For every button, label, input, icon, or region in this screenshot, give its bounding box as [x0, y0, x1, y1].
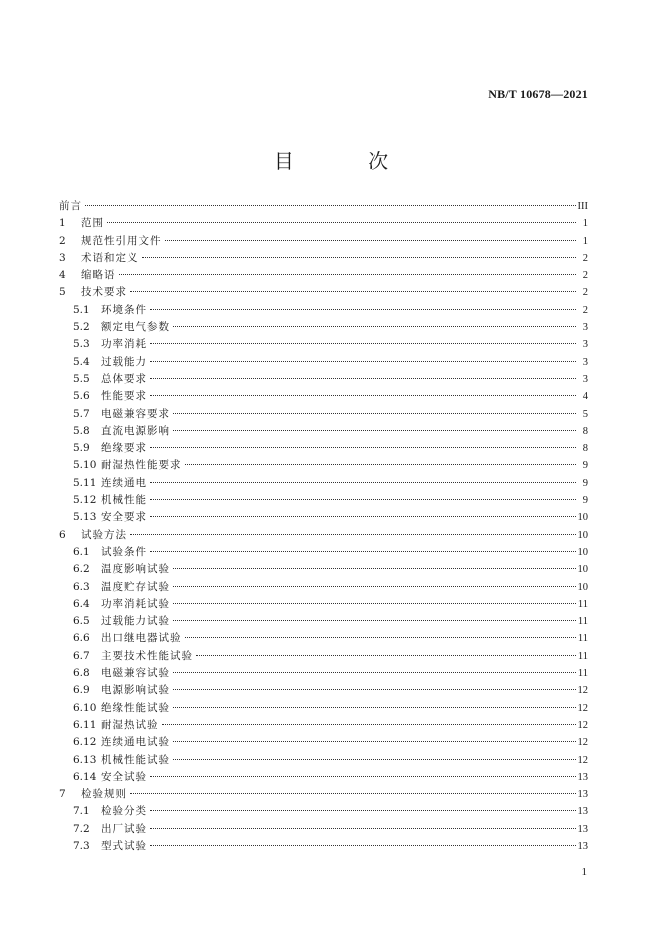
- toc-entry[interactable]: [59, 769, 588, 786]
- toc-entry-page: 9: [582, 495, 588, 507]
- dot-leader: [173, 602, 576, 604]
- toc-entry-page: 3: [582, 356, 588, 368]
- toc-entry-page: III: [577, 201, 588, 212]
- dot-leader: [150, 550, 576, 552]
- toc-entry-page: 1: [582, 218, 588, 230]
- dot-leader: [119, 273, 577, 275]
- toc-entry-page: 12: [577, 702, 588, 714]
- toc-entry[interactable]: [59, 267, 588, 284]
- toc-entry[interactable]: [59, 233, 588, 250]
- toc-entry[interactable]: [59, 682, 588, 699]
- toc-entry-label: 电磁兼容要求: [101, 407, 170, 420]
- toc-entry[interactable]: [59, 752, 588, 769]
- toc-entry-number: 6.13: [73, 753, 97, 766]
- dot-leader: [173, 619, 576, 621]
- toc-entry[interactable]: [59, 717, 588, 734]
- toc-entry-page: 13: [577, 789, 588, 801]
- toc-entry-label: 绝缘要求: [101, 442, 147, 455]
- toc-entry-label: 安全试验: [101, 770, 147, 783]
- dot-leader: [150, 360, 576, 362]
- toc-entry-page: 10: [577, 529, 588, 541]
- toc-entry[interactable]: [59, 630, 588, 647]
- toc-entry[interactable]: [59, 198, 588, 215]
- toc-entry[interactable]: [59, 492, 588, 509]
- dot-leader: [173, 567, 576, 569]
- toc-entry-page: 2: [582, 304, 588, 316]
- toc-entry[interactable]: [59, 544, 588, 561]
- toc-entry[interactable]: [59, 734, 588, 751]
- toc-entry[interactable]: [59, 527, 588, 544]
- toc-entry[interactable]: [59, 786, 588, 803]
- toc-entry-label: 额定电气参数: [101, 321, 170, 334]
- toc-entry-label: 试验条件: [101, 545, 147, 558]
- toc-entry[interactable]: [59, 406, 588, 423]
- toc-entry-page: 3: [582, 322, 588, 334]
- dot-leader: [173, 429, 576, 431]
- toc-entry-number: 5.13: [73, 511, 97, 524]
- toc-entry-label: 型式试验: [101, 839, 147, 852]
- toc-entry[interactable]: [59, 371, 588, 388]
- toc-entry-number: 5: [59, 286, 66, 299]
- toc-entry-label: 过载能力试验: [101, 615, 170, 628]
- dot-leader: [150, 308, 576, 310]
- toc-entry[interactable]: [59, 803, 588, 820]
- toc-entry[interactable]: [59, 561, 588, 578]
- table-of-contents: [59, 198, 588, 855]
- toc-entry-label: 直流电源影响: [101, 424, 170, 437]
- toc-entry-number: 5.12: [73, 494, 97, 507]
- toc-entry-label: 检验分类: [101, 805, 147, 818]
- toc-entry-page: 11: [577, 616, 588, 628]
- dot-leader: [173, 740, 576, 742]
- toc-entry-page: 12: [577, 719, 588, 731]
- dot-leader: [142, 256, 577, 258]
- toc-entry[interactable]: [59, 596, 588, 613]
- dot-leader: [85, 204, 576, 206]
- dot-leader: [173, 585, 576, 587]
- toc-entry-label: 耐湿热性能要求: [101, 459, 182, 472]
- toc-entry-number: 5.8: [73, 424, 90, 437]
- toc-entry-label: 主要技术性能试验: [101, 649, 193, 662]
- dot-leader: [150, 515, 576, 517]
- dot-leader: [150, 844, 576, 846]
- toc-entry-label: 温度影响试验: [101, 563, 170, 576]
- toc-entry-label: 安全要求: [101, 511, 147, 524]
- toc-entry-page: 8: [582, 425, 588, 437]
- toc-entry-number: 5.4: [73, 355, 90, 368]
- toc-entry-label: 过载能力: [101, 355, 147, 368]
- toc-entry-page: 13: [577, 806, 588, 818]
- toc-entry-number: 1: [59, 217, 66, 230]
- toc-entry-page: 12: [577, 737, 588, 749]
- page-number: 1: [581, 866, 587, 878]
- toc-entry-page: 4: [582, 391, 588, 403]
- toc-entry-label: 环境条件: [101, 303, 147, 316]
- toc-entry-page: 11: [577, 650, 588, 662]
- toc-entry[interactable]: [59, 440, 588, 457]
- page-title: 目 次: [273, 149, 423, 173]
- toc-entry-page: 3: [582, 373, 588, 385]
- toc-entry-page: 12: [577, 754, 588, 766]
- dot-leader: [150, 377, 576, 379]
- toc-entry[interactable]: [59, 423, 588, 440]
- toc-entry-number: 6.1: [73, 545, 90, 558]
- dot-leader: [173, 325, 576, 327]
- toc-entry-number: 2: [59, 234, 66, 247]
- toc-entry[interactable]: [59, 284, 588, 301]
- toc-entry[interactable]: [59, 302, 588, 319]
- dot-leader: [185, 636, 576, 638]
- toc-entry-label: 机械性能: [101, 494, 147, 507]
- toc-entry-label: 前言: [59, 200, 82, 212]
- toc-entry[interactable]: [59, 354, 588, 371]
- toc-entry[interactable]: [59, 388, 588, 405]
- toc-entry-number: 7: [59, 788, 66, 801]
- dot-leader: [162, 723, 576, 725]
- toc-entry-number: 5.5: [73, 372, 90, 385]
- toc-entry[interactable]: [59, 509, 588, 526]
- dot-leader: [173, 706, 576, 708]
- toc-entry-page: 13: [577, 823, 588, 835]
- toc-entry-number: 5.7: [73, 407, 90, 420]
- dot-leader: [130, 290, 576, 292]
- dot-leader: [196, 654, 576, 656]
- toc-entry-label: 术语和定义: [81, 251, 139, 264]
- toc-entry[interactable]: [59, 457, 588, 474]
- toc-entry-label: 温度贮存试验: [101, 580, 170, 593]
- toc-entry-number: 6: [59, 528, 66, 541]
- toc-entry-number: 5.1: [73, 303, 90, 316]
- toc-entry-page: 8: [582, 443, 588, 455]
- toc-entry-number: 6.5: [73, 615, 90, 628]
- toc-entry-page: 11: [577, 633, 588, 645]
- toc-entry-page: 11: [577, 668, 588, 680]
- toc-entry-number: 5.9: [73, 442, 90, 455]
- toc-entry-page: 10: [577, 512, 588, 524]
- toc-entry-page: 9: [582, 460, 588, 472]
- toc-entry-page: 2: [582, 252, 588, 264]
- toc-entry-page: 13: [577, 840, 588, 852]
- toc-entry-label: 电源影响试验: [101, 684, 170, 697]
- toc-entry-page: 9: [582, 477, 588, 489]
- toc-entry-page: 12: [577, 685, 588, 697]
- toc-entry-page: 3: [582, 339, 588, 351]
- toc-entry-number: 6.8: [73, 667, 90, 680]
- toc-entry[interactable]: [59, 250, 588, 267]
- toc-entry-number: 6.6: [73, 632, 90, 645]
- toc-entry-page: 5: [582, 408, 588, 420]
- toc-entry-label: 缩略语: [81, 269, 116, 282]
- toc-entry[interactable]: [59, 838, 588, 855]
- toc-entry-number: 5.11: [73, 476, 97, 489]
- toc-entry-label: 连续通电: [101, 476, 147, 489]
- toc-entry-number: 6.3: [73, 580, 90, 593]
- toc-entry-number: 6.10: [73, 701, 97, 714]
- toc-entry-page: 11: [577, 598, 588, 610]
- dot-leader: [150, 775, 576, 777]
- toc-entry-number: 6.2: [73, 563, 90, 576]
- dot-leader: [130, 533, 576, 535]
- toc-entry-number: 6.11: [73, 718, 97, 731]
- toc-entry-number: 7.3: [73, 839, 90, 852]
- toc-entry-label: 功率消耗试验: [101, 597, 170, 610]
- toc-entry-label: 机械性能试验: [101, 753, 170, 766]
- toc-entry-label: 出厂试验: [101, 822, 147, 835]
- toc-entry-number: 5.2: [73, 321, 90, 334]
- toc-entry-page: 10: [577, 581, 588, 593]
- toc-entry-page: 1: [582, 235, 588, 247]
- toc-entry[interactable]: [59, 648, 588, 665]
- dot-leader: [150, 827, 576, 829]
- dot-leader: [173, 758, 576, 760]
- toc-entry-label: 技术要求: [81, 286, 127, 299]
- toc-entry-label: 连续通电试验: [101, 736, 170, 749]
- toc-entry[interactable]: [59, 700, 588, 717]
- toc-entry-number: 7.2: [73, 822, 90, 835]
- toc-entry-label: 功率消耗: [101, 338, 147, 351]
- toc-entry-number: 7.1: [73, 805, 90, 818]
- toc-entry-number: 6.9: [73, 684, 90, 697]
- toc-entry-label: 绝缘性能试验: [101, 701, 170, 714]
- toc-entry-number: 3: [59, 251, 66, 264]
- toc-entry-number: 6.12: [73, 736, 97, 749]
- toc-entry-page: 10: [577, 546, 588, 558]
- toc-entry-label: 检验规则: [81, 788, 127, 801]
- toc-entry-label: 范围: [81, 217, 104, 230]
- toc-entry[interactable]: [59, 665, 588, 682]
- dot-leader: [185, 463, 577, 465]
- toc-entry[interactable]: [59, 475, 588, 492]
- toc-entry-label: 耐湿热试验: [101, 718, 159, 731]
- toc-entry[interactable]: [59, 821, 588, 838]
- toc-entry-number: 5.3: [73, 338, 90, 351]
- dot-leader: [173, 688, 576, 690]
- toc-entry[interactable]: [59, 613, 588, 630]
- dot-leader: [150, 809, 576, 811]
- toc-entry-number: 6.4: [73, 597, 90, 610]
- dot-leader: [150, 446, 576, 448]
- dot-leader: [173, 412, 576, 414]
- dot-leader: [173, 671, 576, 673]
- toc-entry-number: 6.7: [73, 649, 90, 662]
- dot-leader: [150, 394, 576, 396]
- dot-leader: [165, 239, 577, 241]
- toc-entry-label: 出口继电器试验: [101, 632, 182, 645]
- toc-entry-label: 性能要求: [101, 390, 147, 403]
- dot-leader: [150, 498, 576, 500]
- standard-code: NB/T 10678—2021: [488, 87, 588, 101]
- dot-leader: [150, 481, 576, 483]
- toc-entry-page: 2: [582, 287, 588, 299]
- toc-entry-label: 试验方法: [81, 528, 127, 541]
- dot-leader: [107, 221, 576, 223]
- toc-entry-number: 4: [59, 269, 66, 282]
- toc-entry[interactable]: [59, 319, 588, 336]
- toc-entry-label: 规范性引用文件: [81, 234, 162, 247]
- toc-entry-label: 总体要求: [101, 372, 147, 385]
- toc-entry-page: 13: [577, 771, 588, 783]
- toc-entry-label: 电磁兼容试验: [101, 667, 170, 680]
- toc-entry-number: 5.10: [73, 459, 97, 472]
- toc-entry[interactable]: [59, 215, 588, 232]
- toc-entry-number: 6.14: [73, 770, 97, 783]
- toc-entry-page: 2: [582, 270, 588, 282]
- dot-leader: [130, 792, 576, 794]
- toc-entry[interactable]: [59, 579, 588, 596]
- toc-entry-number: 5.6: [73, 390, 90, 403]
- toc-entry-page: 10: [577, 564, 588, 576]
- dot-leader: [150, 342, 576, 344]
- toc-entry[interactable]: [59, 336, 588, 353]
